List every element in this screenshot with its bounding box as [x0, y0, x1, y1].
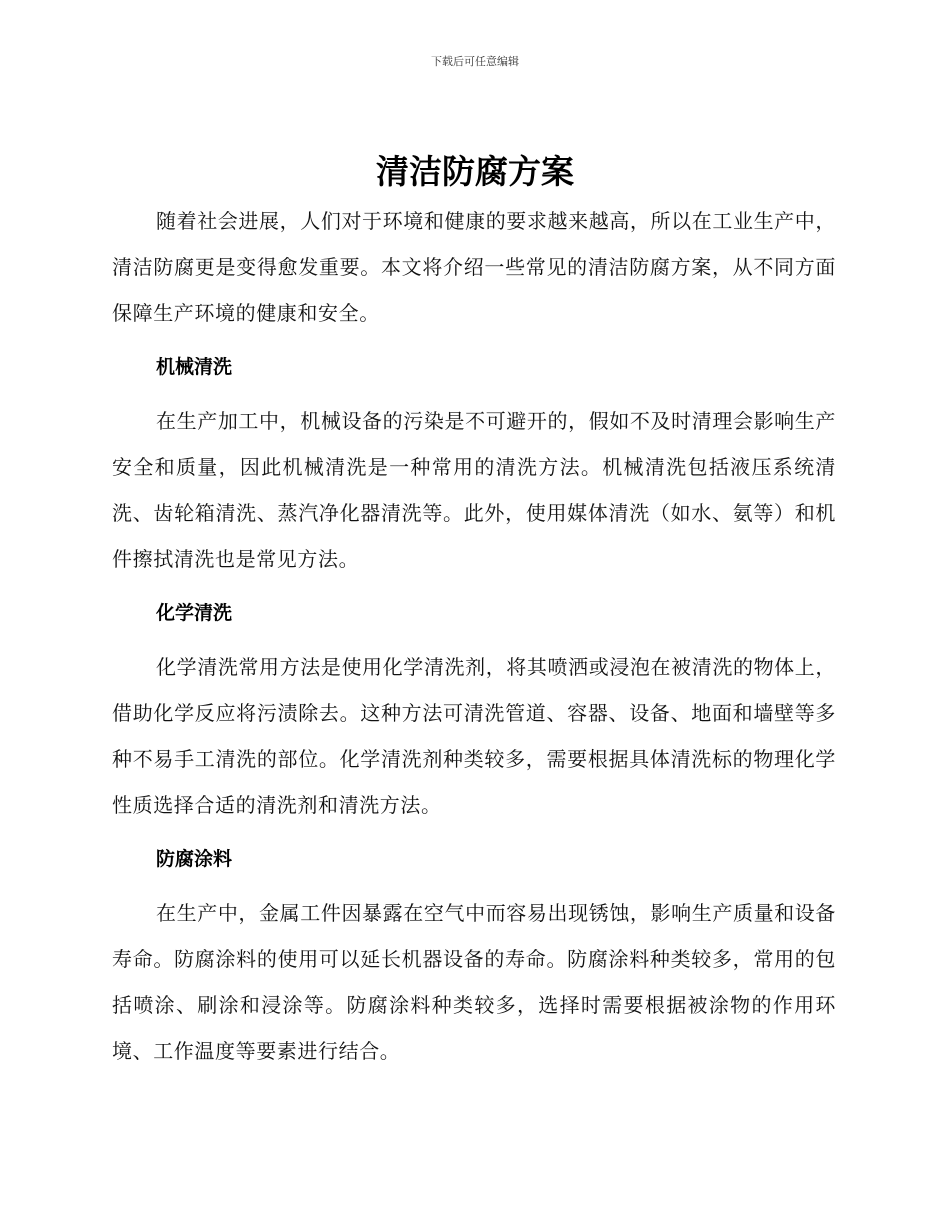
section-heading-mechanical-cleaning: 机械清洗 — [156, 356, 233, 378]
section-body-anticorrosion-coating: 在生产中，金属工件因暴露在空气中而容易出现锈蚀，影响生产质量和设备寿命。防腐涂料的使用可以延长机器设备的寿命。防腐涂料种类较多，常用的包括喷涂、刷涂和浸涂等。防腐涂料种类较多，选择时需要根据被涂物的作用环境、工作温度等要素进行结合。 — [112, 901, 836, 1063]
document-title: 清洁防腐方案 — [376, 152, 574, 191]
header-note: 下载后可任意编辑 — [431, 55, 519, 68]
section-heading-chemical-cleaning: 化学清洗 — [156, 602, 233, 624]
section-body-mechanical-cleaning: 在生产加工中，机械设备的污染是不可避开的，假如不及时清理会影响生产安全和质量，因此机械清洗是一种常用的清洗方法。机械清洗包括液压系统清洗、齿轮箱清洗、蒸汽净化器清洗等。此外，使用媒体清洗（如水、氨等）和机件擦拭清洗也是常见方法。 — [112, 409, 836, 571]
intro-paragraph: 随着社会进展，人们对于环境和健康的要求越来越高，所以在工业生产中，清洁防腐更是变得愈发重要。本文将介绍一些常见的清洁防腐方案，从不同方面保障生产环境的健康和安全。 — [112, 209, 836, 325]
document-body — [112, 198, 836, 1074]
section-heading-anticorrosion-coating: 防腐涂料 — [156, 848, 233, 870]
section-body-chemical-cleaning: 化学清洗常用方法是使用化学清洗剂，将其喷洒或浸泡在被清洗的物体上，借助化学反应将污渍除去。这种方法可清洗管道、容器、设备、地面和墙壁等多种不易手工清洗的部位。化学清洗剂种类较多，需要根据具体清洗标的物理化学性质选择合适的清洗剂和清洗方法。 — [112, 655, 836, 817]
